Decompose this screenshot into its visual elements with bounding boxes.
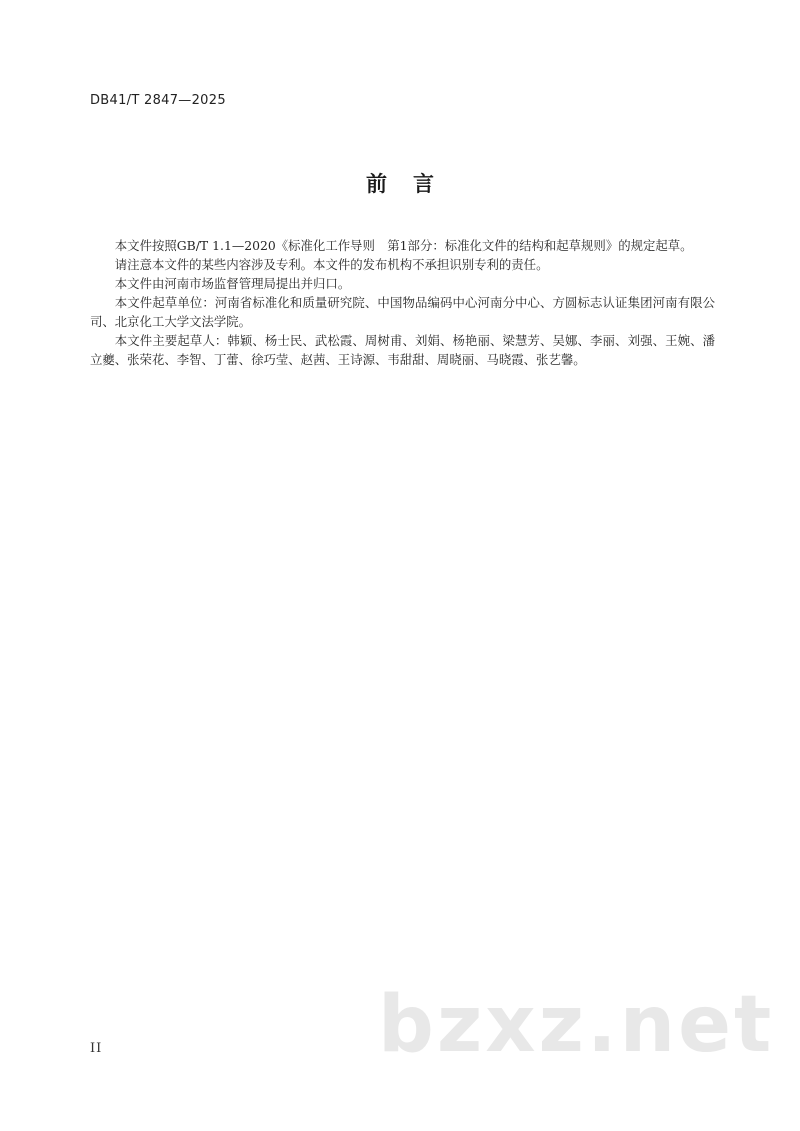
document-code: DB41/T 2847—2025 <box>90 93 226 108</box>
paragraph-patent-notice: 请注意本文件的某些内容涉及专利。本文件的发布机构不承担识别专利的责任。 <box>114 257 549 272</box>
paragraph-drafting-rules: 本文件按照GB/T 1.1—2020《标准化工作导则 第1部分：标准化文件的结构和起草规则》的规定起草。 <box>114 238 693 253</box>
section-title: 前言 <box>366 172 460 196</box>
foreword-body <box>90 236 715 369</box>
paragraph-drafters: 本文件主要起草人：韩颖、杨士民、武松霞、周树甫、刘娟、杨艳丽、梁慧芳、吴娜、李丽、刘强、王婉、潘立夔、张荣花、李智、丁蕾、徐巧莹、赵茜、王诗源、韦甜甜、周晓丽、马晓霞、张艺馨。 <box>90 333 715 367</box>
paragraph-proposer: 本文件由河南市场监督管理局提出并归口。 <box>114 276 351 291</box>
paragraph-drafting-units: 本文件起草单位：河南省标准化和质量研究院、中国物品编码中心河南分中心、方圆标志认证集团河南有限公司、北京化工大学文法学院。 <box>90 295 715 329</box>
page-number: II <box>90 1041 103 1056</box>
watermark-logo: bzxz.net <box>378 980 775 1070</box>
